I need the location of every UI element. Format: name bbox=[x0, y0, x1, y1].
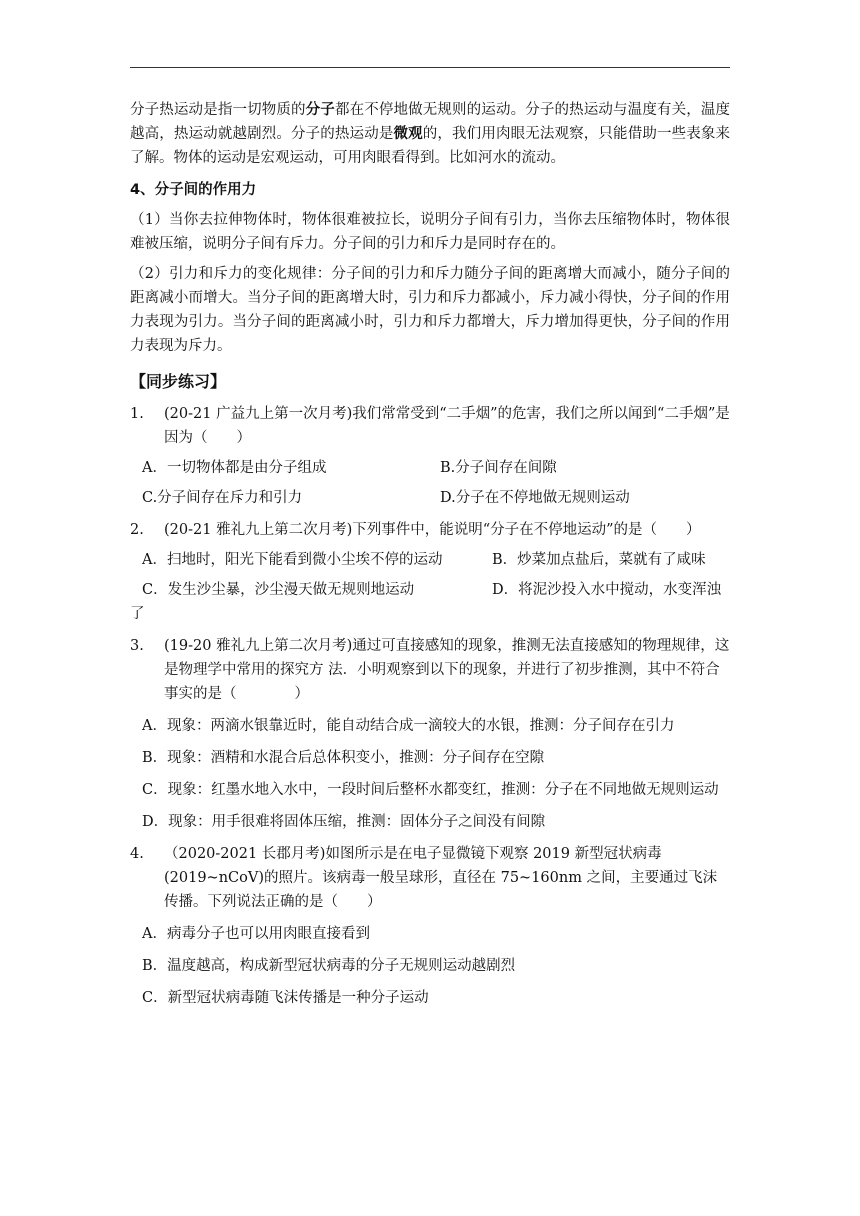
option-row bbox=[142, 548, 730, 572]
section-heading: 4、分子间的作用力 bbox=[130, 182, 257, 198]
bold-microscopic: 微观 bbox=[393, 125, 423, 142]
header-rule bbox=[130, 67, 730, 68]
option-d-wrap: 了 bbox=[130, 606, 145, 622]
option-d: D．现象：用手很难将固体压缩，推测：固体分子之间没有间隙 bbox=[142, 814, 546, 830]
document-content bbox=[130, 98, 730, 1018]
option-c: C．发生沙尘暴，沙尘漫天做无规则地运动 bbox=[142, 582, 415, 598]
option-d: D．将泥沙投入水中搅动，水变浑浊 bbox=[492, 582, 722, 598]
option-c: C．现象：红墨水地入水中，一段时间后整杯水都变红，推测：分子在不同地做无规则运动 bbox=[142, 782, 719, 798]
option-a: A．一切物体都是由分子组成 bbox=[142, 460, 327, 476]
question-3 bbox=[130, 634, 730, 706]
option-row bbox=[142, 578, 730, 602]
section-item-1: （1）当你去拉伸物体时，物体很难被拉长，说明分子间有引力，当你去压缩物体时，物体很难被压缩，说明分子间有斥力。分子间的引力和斥力是同时存在的。 bbox=[130, 212, 730, 252]
option-a: A．病毒分子也可以用肉眼直接看到 bbox=[142, 926, 370, 942]
option-b: B．现象：酒精和水混合后总体积变小，推测：分子间存在空隙 bbox=[142, 750, 545, 766]
option-row bbox=[142, 486, 730, 510]
option-b: B.分子间存在间隙 bbox=[440, 460, 557, 476]
question-stem: (20-21 雅礼九上第二次月考)下列事件中，能说明“分子在不停地运动”的是（ ） bbox=[164, 522, 701, 538]
question-stem: （2020-2021 长郡月考)如图所示是在电子显微镜下观察 2019 新型冠状病毒(2019~nCoV)的照片。该病毒一般呈球形，直径在 75~160nm 之间，主要通过飞沫传播。下列说法正确的是（ ） bbox=[164, 846, 718, 910]
option-c: C．新型冠状病毒随飞沫传播是一种分子运动 bbox=[142, 990, 429, 1006]
question-stem: (20-21 广益九上第一次月考)我们常常受到“二手烟”的危害，我们之所以闻到“二手烟”是因为（ ） bbox=[164, 406, 730, 446]
question-number: 1. bbox=[130, 406, 144, 422]
question-number: 2. bbox=[130, 522, 144, 538]
option-row bbox=[142, 456, 730, 480]
question-stem: (19-20 雅礼九上第二次月考)通过可直接感知的现象，推测无法直接感知的物理规律，这是物理学中常用的探究方 法．小明观察到以下的现象，并进行了初步推测，其中不符合事实的是（ ） bbox=[164, 638, 730, 702]
question-4 bbox=[130, 842, 730, 914]
bold-molecule: 分子 bbox=[305, 101, 335, 118]
option-a: A．现象：两滴水银靠近时，能自动结合成一滴较大的水银，推测：分子间存在引力 bbox=[142, 718, 675, 734]
practice-title: 【同步练习】 bbox=[130, 372, 227, 391]
question-number: 4. bbox=[130, 846, 144, 862]
option-b: B．温度越高，构成新型冠状病毒的分子无规则运动越剧烈 bbox=[142, 958, 516, 974]
option-b: B．炒菜加点盐后，菜就有了咸味 bbox=[492, 552, 706, 568]
question-2 bbox=[130, 518, 730, 542]
question-number: 3. bbox=[130, 638, 144, 654]
intro-paragraph: 分子热运动是指一切物质的分子都在不停地做无规则的运动。分子的热运动与温度有关，温度越高，热运动就越剧烈。分子的热运动是微观的，我们用肉眼无法观察，只能借助一些表象来了解。物体的运动是宏观运动，可用肉眼看得到。比如河水的流动。 bbox=[130, 101, 731, 166]
option-c: C.分子间存在斥力和引力 bbox=[142, 490, 303, 506]
option-d: D.分子在不停地做无规则运动 bbox=[440, 490, 630, 506]
question-1 bbox=[130, 402, 730, 450]
option-a: A．扫地时，阳光下能看到微小尘埃不停的运动 bbox=[142, 552, 443, 568]
section-item-2: （2）引力和斥力的变化规律：分子间的引力和斥力随分子间的距离增大而减小，随分子间的距离减小而增大。当分子间的距离增大时，引力和斥力都减小，斥力减小得快，分子间的作用力表现为引力。当分子间的距离减小时，引力和斥力都增大，斥力增加得更快，分子间的作用力表现为斥力。 bbox=[130, 266, 730, 354]
